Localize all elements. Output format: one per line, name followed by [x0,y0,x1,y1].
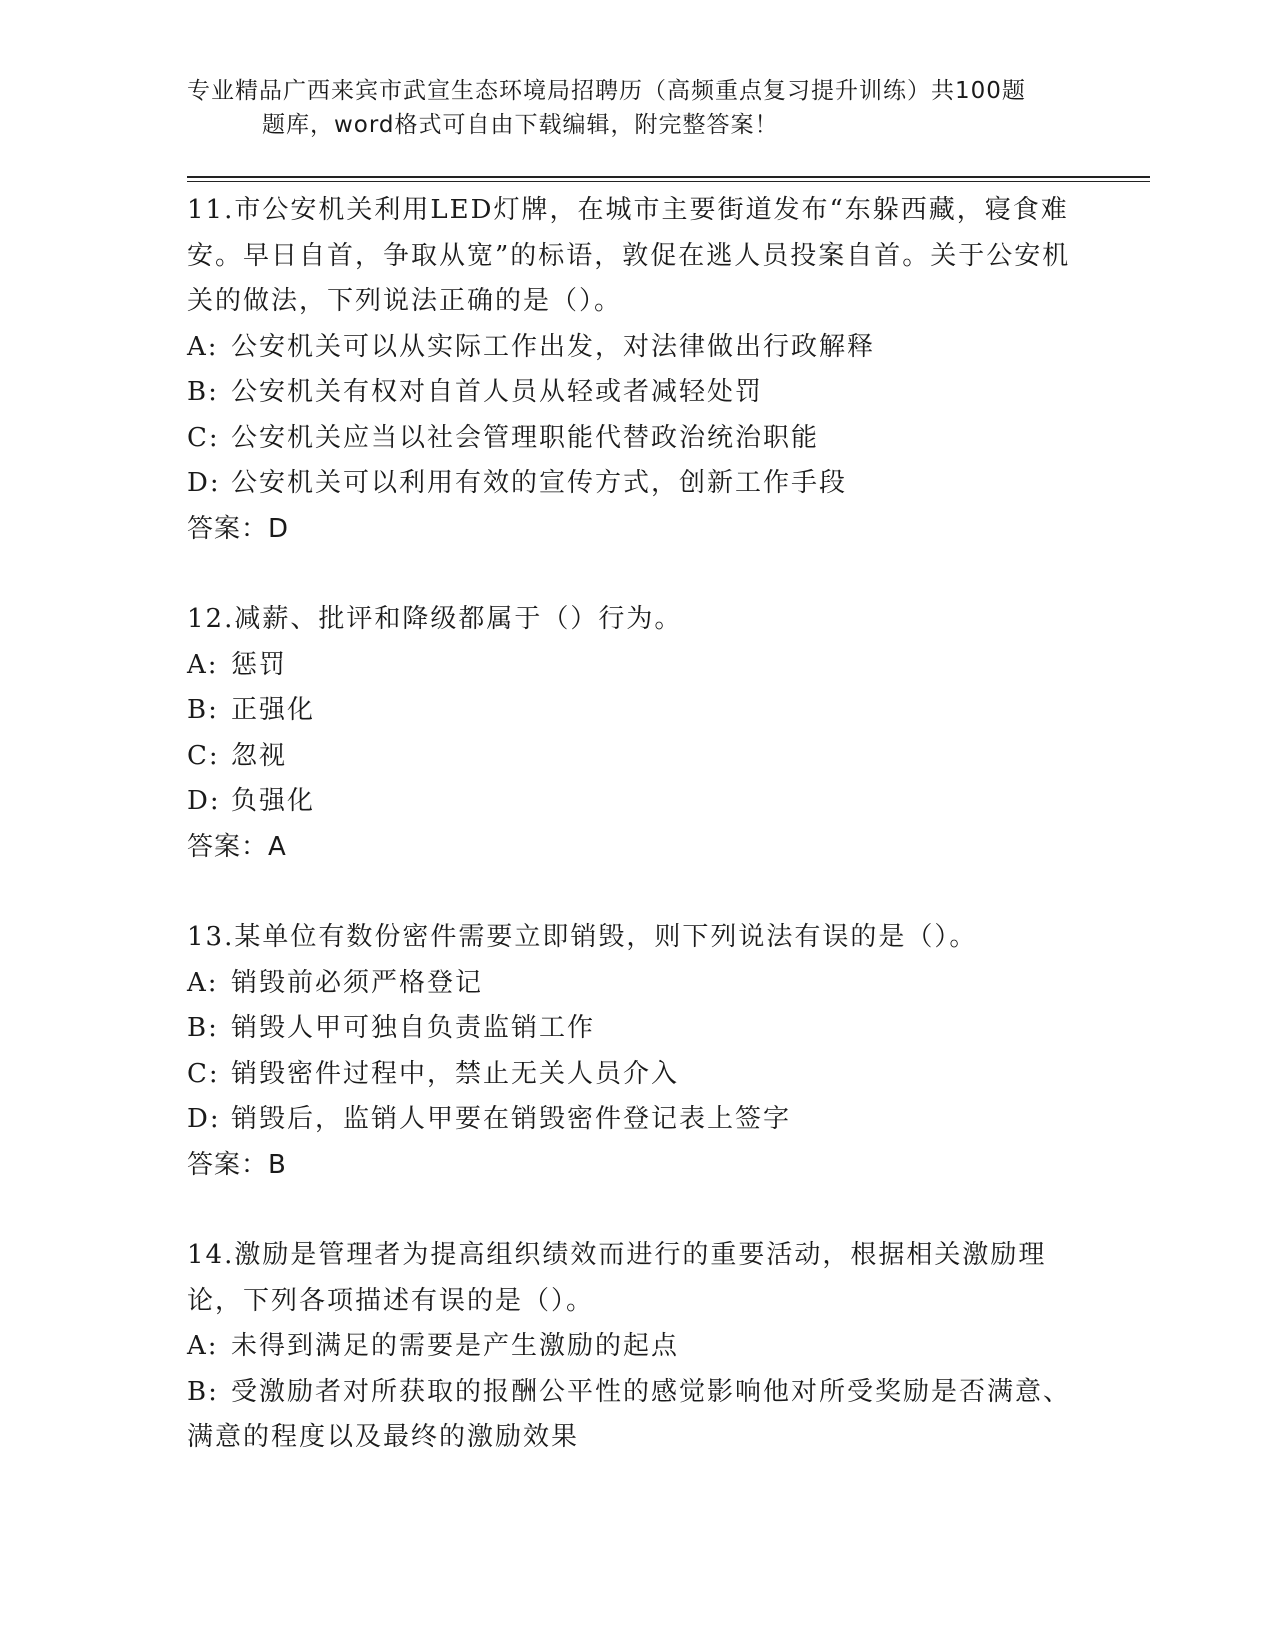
option-b [187,1370,1087,1461]
option-key: A: [187,967,219,998]
question-text: 12.减薪、批评和降级都属于（）行为。 [187,604,683,634]
option-key: D: [187,786,221,816]
option-d [187,1097,1087,1143]
option-text: 销毁后，监销人甲要在销毁密件登记表上签字 [231,1104,792,1134]
option-key: D: [187,1104,221,1134]
option-text: 公安机关可以从实际工作出发，对法律做出行政解释 [231,331,876,362]
option-key: C: [187,1058,220,1089]
question-13 [187,915,1087,1188]
question-text: 14.激励是管理者为提高组织绩效而进行的重要活动，根据相关激励理论，下列各项描述有误的是（）。 [187,1240,1047,1316]
option-key: B: [187,377,219,407]
option-a [187,643,1087,689]
option-c [187,734,1087,780]
option-a [187,961,1087,1007]
question-12 [187,597,1087,870]
option-key: C: [187,740,220,771]
answer-line: 答案：A [187,831,287,862]
option-key: A: [187,331,219,362]
option-text: 忽视 [231,740,288,771]
header-rule-thin [187,181,1150,182]
question-text: 13.某单位有数份密件需要立即销毁，则下列说法有误的是（）。 [187,922,978,952]
option-text: 销毁密件过程中，禁止无关人员介入 [231,1058,680,1089]
header-rule-thick [187,176,1150,178]
option-text: 销毁前必须严格登记 [231,967,484,998]
option-b [187,688,1087,734]
header-title-line-1: 专业精品广西来宾市武宣生态环境局招聘历（高频重点复习提升训练）共100题 [187,78,1026,104]
question-text: 11.市公安机关利用LED灯牌，在城市主要街道发布“东躲西藏，寝食难安。早日自首，争取从宽”的标语，敦促在逃人员投案自首。关于公安机关的做法，下列说法正确的是（）。 [187,195,1071,316]
option-c [187,416,1087,462]
option-text: 未得到满足的需要是产生激励的起点 [231,1331,680,1361]
question-list [187,188,1087,1506]
question-14 [187,1233,1087,1461]
option-text: 销毁人甲可独自负责监销工作 [231,1013,596,1043]
option-text: 受激励者对所获取的报酬公平性的感觉影响他对所受奖励是否满意、满意的程度以及最终的激励效果 [187,1376,1072,1452]
option-key: A: [187,649,219,680]
option-text: 负强化 [231,786,316,816]
option-text: 公安机关可以利用有效的宣传方式，创新工作手段 [231,468,848,498]
option-text: 公安机关有权对自首人员从轻或者减轻处罚 [231,377,764,407]
option-key: A: [187,1331,219,1361]
option-key: B: [187,1013,219,1043]
option-c [187,1052,1087,1098]
option-text: 惩罚 [231,649,288,680]
answer-line: 答案：B [187,1149,287,1180]
option-a [187,1324,1087,1370]
option-text: 正强化 [231,695,316,725]
header-title-line-2: 题库，word格式可自由下载编辑，附完整答案！ [262,112,779,138]
option-b [187,1006,1087,1052]
option-b [187,370,1087,416]
option-a [187,325,1087,371]
option-d [187,461,1087,507]
option-key: B: [187,695,219,725]
answer-line: 答案：D [187,513,290,544]
option-d [187,779,1087,825]
question-11 [187,188,1087,552]
option-key: B: [187,1376,219,1407]
option-key: D: [187,468,221,498]
option-text: 公安机关应当以社会管理职能代替政治统治职能 [231,422,820,453]
option-key: C: [187,422,220,453]
